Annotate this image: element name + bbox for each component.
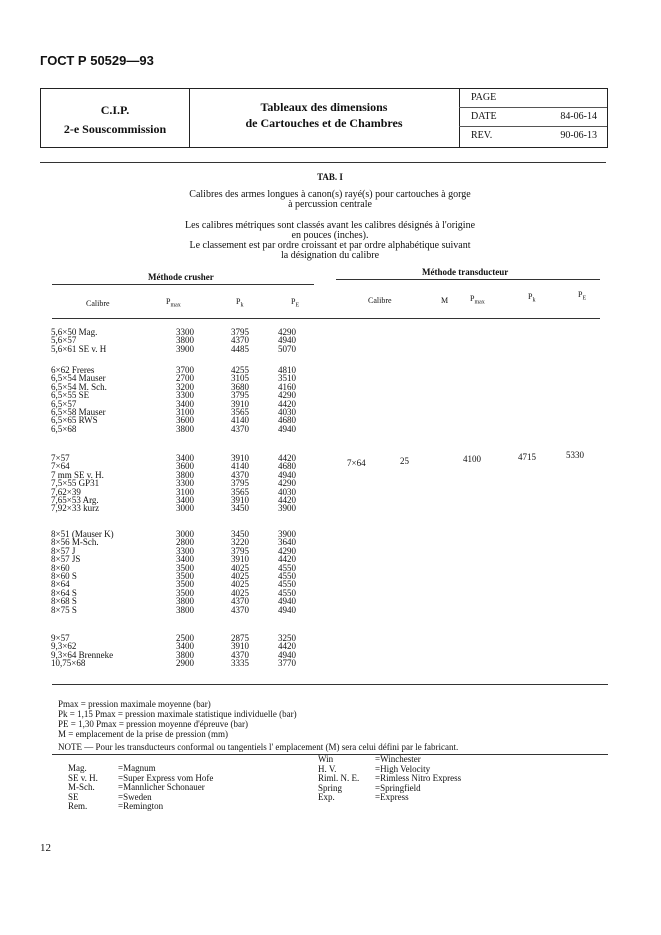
col-symbol: P — [236, 297, 241, 306]
abbreviation: Mag. — [68, 763, 87, 773]
pe-cell: 4680 — [278, 461, 296, 472]
trans-col-pk — [528, 292, 535, 304]
intro-line: en pouces (inches). — [291, 230, 369, 241]
calibre-cell: 9,3×64 Brenneke — [51, 649, 114, 660]
pe-cell: 4940 — [278, 604, 296, 615]
abbreviation: H. V. — [318, 763, 337, 774]
trans-col-calibre: Calibre — [368, 296, 392, 305]
pe-cell: 4940 — [278, 596, 296, 607]
pe-cell: 4290 — [278, 327, 296, 337]
pe-cell: 4030 — [278, 486, 296, 497]
intro-line: Les calibres métriques sont classés avant les calibres désignés à l'origine — [184, 220, 476, 231]
pmax-cell: 2500 — [176, 633, 194, 643]
page-number: 12 — [40, 842, 51, 854]
pmax-cell: 2900 — [176, 658, 194, 669]
pk-cell: 4025 — [231, 562, 249, 573]
calibre-cell: 6,5×54 Mauser — [51, 373, 106, 384]
pmax-cell: 3300 — [176, 545, 194, 556]
crusher-col-pmax — [166, 297, 181, 309]
pk-cell: 3680 — [231, 381, 249, 392]
pmax-cell: 3900 — [176, 343, 194, 354]
col-symbol: P — [578, 290, 583, 299]
abbreviation-meaning: =Winchester — [375, 754, 421, 764]
definition-m: M = emplacement de la prise de pression (mm) — [58, 729, 229, 739]
abbreviation-meaning: =Express — [375, 792, 409, 802]
crusher-section-title: Méthode crusher — [148, 272, 214, 282]
pmax-cell: 3800 — [176, 649, 194, 660]
col-subscript: E — [582, 295, 587, 302]
abbreviation-meaning: =Super Express vom Hofe — [118, 772, 214, 783]
abbreviation: SE v. H. — [68, 772, 98, 783]
calibre-cell: 5,6×50 Mag. — [51, 327, 98, 337]
abbreviation: Spring — [318, 782, 343, 793]
col-symbol: P — [166, 297, 171, 306]
meta-date-row — [459, 108, 607, 127]
pe-cell: 4940 — [278, 423, 296, 434]
definition-pk: Pk = 1,15 Pmax = pression maximale statistique individuelle (bar) — [58, 709, 297, 719]
pmax-cell: 3000 — [176, 529, 194, 539]
pe-cell: 4420 — [278, 641, 296, 652]
pk-cell: 4025 — [231, 571, 249, 581]
pk-cell: 3795 — [231, 327, 249, 337]
pk-cell: 4715 — [518, 452, 536, 462]
abbreviation-meaning: =Mannlicher Schonauer — [118, 782, 205, 792]
calibre-cell: 6,5×65 RWS — [51, 415, 98, 426]
pk-cell: 3220 — [231, 537, 249, 548]
calibre-cell: 8×57 J — [51, 545, 76, 556]
pk-cell: 3450 — [231, 529, 249, 539]
calibre-cell: 9,3×62 — [51, 641, 77, 652]
calibre-cell: 7,65×53 Arg. — [51, 495, 99, 505]
pe-cell: 5070 — [278, 343, 296, 354]
pk-cell: 3795 — [231, 478, 249, 489]
calibre-cell: 7,92×33 kurz — [51, 503, 100, 514]
header-meta — [459, 89, 607, 147]
calibre-cell: 6×62 Freres — [51, 365, 95, 375]
abbreviation-meaning: =High Velocity — [375, 763, 431, 774]
calibre-cell: 6,5×68 — [51, 423, 77, 434]
table-label: TAB. I — [317, 172, 343, 182]
pe-cell: 4680 — [278, 415, 296, 426]
definition-pe: PE = 1,30 Pmax = pression moyenne d'épreuve (bar) — [58, 719, 248, 729]
abbreviation: Exp. — [318, 792, 335, 802]
pmax-cell: 2800 — [176, 537, 194, 548]
pe-cell: 5330 — [566, 450, 584, 460]
pe-cell: 4550 — [278, 579, 296, 590]
col-symbol: P — [470, 294, 475, 303]
calibre-cell: 10,75×68 — [51, 658, 86, 669]
intro-line: la désignation du calibre — [280, 250, 380, 261]
pk-cell: 4370 — [231, 469, 249, 480]
pk-cell: 3910 — [231, 641, 249, 652]
col-subscript: max — [474, 299, 485, 306]
pe-cell: 4290 — [278, 545, 296, 556]
pmax-cell: 3400 — [176, 641, 194, 652]
calibre-cell: 8×64 — [51, 579, 70, 590]
pmax-cell: 3300 — [176, 478, 194, 489]
pk-cell: 3910 — [231, 453, 249, 463]
crusher-rule — [52, 284, 314, 285]
calibre-cell: 8×57 JS — [51, 554, 81, 565]
pe-cell: 4940 — [278, 335, 296, 346]
pe-cell: 4940 — [278, 649, 296, 660]
calibre-cell: 7,62×39 — [51, 486, 81, 497]
pmax-cell: 3500 — [176, 587, 194, 598]
calibre-cell: 7×64 — [51, 461, 70, 472]
pmax-cell: 3500 — [176, 571, 194, 581]
trans-col-m: M — [441, 296, 449, 305]
pe-cell: 4030 — [278, 407, 296, 417]
header-organisation — [41, 101, 189, 139]
pe-cell: 3510 — [278, 373, 296, 384]
rev-value: 90-06-13 — [560, 130, 597, 141]
abbreviation: SE — [68, 791, 79, 802]
pk-cell: 3565 — [231, 486, 249, 497]
pe-cell: 3250 — [278, 633, 296, 643]
abbreviation-meaning: =Springfield — [375, 782, 421, 793]
pk-cell: 3910 — [231, 495, 249, 505]
pe-cell: 4420 — [278, 495, 296, 505]
col-subscript: max — [170, 302, 181, 309]
calibre-cell: 8×60 — [51, 562, 70, 573]
pk-cell: 3450 — [231, 503, 249, 514]
pmax-cell: 3200 — [176, 381, 194, 392]
pe-cell: 4160 — [278, 381, 296, 392]
pmax-cell: 3400 — [176, 554, 194, 565]
pmax-cell: 3600 — [176, 415, 194, 426]
pk-cell: 4140 — [231, 415, 249, 426]
pmax-cell: 3800 — [176, 596, 194, 607]
pmax-cell: 3800 — [176, 423, 194, 434]
pe-cell: 3640 — [278, 537, 296, 548]
rev-label: REV. — [471, 130, 493, 141]
pmax-cell: 3800 — [176, 469, 194, 480]
pe-cell: 4290 — [278, 478, 296, 489]
org-subcommission: 2-e Souscommission — [63, 122, 167, 136]
legend-rule — [52, 684, 608, 685]
trans-col-pmax — [470, 294, 485, 306]
pk-cell: 3565 — [231, 407, 249, 417]
abbreviation: Rem. — [68, 801, 88, 811]
calibre-cell: 5,6×57 — [51, 335, 77, 346]
pk-cell: 4370 — [231, 604, 249, 615]
pmax-cell: 3600 — [176, 461, 194, 472]
pk-cell: 4370 — [231, 335, 249, 346]
col-subscript: k — [240, 302, 244, 309]
pmax-cell: 3500 — [176, 579, 194, 590]
intro-line: à percussion centrale — [288, 199, 372, 210]
abbreviation-meaning: =Remington — [118, 801, 164, 811]
crusher-col-calibre: Calibre — [86, 299, 110, 308]
pmax-cell: 3400 — [176, 398, 194, 409]
calibre-cell: 7×57 — [51, 453, 70, 463]
pe-cell: 3900 — [278, 503, 296, 514]
calibre-cell: 8×68 S — [51, 596, 77, 607]
pe-cell: 4550 — [278, 587, 296, 598]
document-id: ГОСТ Р 50529—93 — [40, 53, 154, 68]
pmax-cell: 3100 — [176, 407, 194, 417]
title-line-2: de Cartouches et de Chambres — [245, 116, 403, 130]
calibre-cell: 8×51 (Mauser K) — [51, 529, 114, 539]
pmax-cell: 3100 — [176, 486, 194, 497]
pmax-cell: 3800 — [176, 604, 194, 615]
m-cell: 25 — [400, 456, 409, 466]
abbreviation-meaning: =Sweden — [118, 791, 152, 802]
pk-cell: 3910 — [231, 554, 249, 565]
pe-cell: 4810 — [278, 365, 296, 375]
calibre-cell: 8×75 S — [51, 604, 77, 615]
org-name: C.I.P. — [100, 103, 130, 117]
pe-cell: 4290 — [278, 390, 296, 401]
pk-cell: 4370 — [231, 596, 249, 607]
pk-cell: 4255 — [231, 365, 249, 375]
calibre-cell: 8×56 M-Sch. — [51, 537, 99, 548]
abbreviation-meaning: =Rimless Nitro Express — [375, 773, 462, 783]
abbreviation: Riml. N. E. — [318, 773, 360, 783]
pk-cell: 3910 — [231, 398, 249, 409]
pk-cell: 3795 — [231, 545, 249, 556]
col-subscript: E — [295, 302, 300, 309]
pe-cell: 4940 — [278, 469, 296, 480]
col-symbol: P — [528, 292, 533, 301]
transducteur-rule — [336, 279, 600, 280]
pk-cell: 2875 — [231, 633, 249, 643]
crusher-col-pe — [291, 297, 299, 309]
calibre-cell: 7×64 — [347, 458, 366, 468]
trans-col-pe — [578, 290, 586, 302]
pmax-cell: 3400 — [176, 495, 194, 505]
section-rule — [40, 162, 606, 163]
title-line-1: Tableaux des dimensions — [260, 100, 388, 114]
date-label: DATE — [471, 111, 497, 122]
pmax-cell: 3400 — [176, 453, 194, 463]
pk-cell: 4370 — [231, 423, 249, 434]
abbreviation-meaning: =Magnum — [118, 763, 156, 773]
pe-cell: 4550 — [278, 571, 296, 581]
pk-cell: 4140 — [231, 461, 249, 472]
calibre-cell: 6,5×55 SE — [51, 390, 90, 401]
table-header-rule — [52, 318, 600, 319]
crusher-col-pk — [236, 297, 243, 309]
meta-page-row — [459, 89, 607, 108]
intro-line: Le classement est par ordre croissant et par ordre alphabétique suivant — [189, 240, 471, 251]
pe-cell: 3900 — [278, 529, 296, 539]
page-label: PAGE — [471, 92, 497, 103]
calibre-cell: 5,6×61 SE v. H — [51, 343, 107, 354]
calibre-cell: 8×64 S — [51, 587, 77, 598]
col-symbol: P — [291, 297, 296, 306]
pmax-cell: 3500 — [176, 562, 194, 573]
pk-cell: 3795 — [231, 390, 249, 401]
pmax-cell: 3800 — [176, 335, 194, 346]
pe-cell: 4420 — [278, 453, 296, 463]
abbreviation: M-Sch. — [68, 782, 95, 792]
calibre-cell: 8×60 S — [51, 571, 77, 581]
pmax-cell: 3300 — [176, 327, 194, 337]
pmax-cell: 3000 — [176, 503, 194, 514]
transducteur-section-title: Méthode transducteur — [422, 267, 509, 277]
pk-cell: 4485 — [231, 343, 249, 354]
pk-cell: 3335 — [231, 658, 249, 669]
calibre-cell: 6,5×57 — [51, 398, 77, 409]
abbreviation: Win — [318, 754, 334, 764]
col-subscript: k — [532, 297, 536, 304]
pmax-cell: 3700 — [176, 365, 194, 375]
pe-cell: 4420 — [278, 398, 296, 409]
pe-cell: 4550 — [278, 562, 296, 573]
calibre-cell: 9×57 — [51, 633, 70, 643]
pmax-cell: 2700 — [176, 373, 194, 384]
calibre-cell: 7 mm SE v. H. — [51, 469, 104, 480]
pmax-cell: 3300 — [176, 390, 194, 401]
calibre-cell: 6,5×58 Mauser — [51, 407, 106, 417]
legend-note: NOTE — Pour les transducteurs conformal ou tangentiels l' emplacement (M) sera celui défini par le fabricant. — [58, 742, 459, 752]
pk-cell: 3105 — [231, 373, 249, 384]
pmax-cell: 4100 — [463, 454, 481, 464]
pk-cell: 4025 — [231, 579, 249, 590]
intro-line: Calibres des armes longues à canon(s) rayé(s) pour cartouches à gorge — [189, 189, 471, 200]
date-value: 84-06-14 — [560, 111, 597, 122]
definition-pmax: Pmax = pression maximale moyenne (bar) — [58, 699, 211, 709]
pe-cell: 4420 — [278, 554, 296, 565]
pk-cell: 4370 — [231, 649, 249, 660]
header-title — [189, 99, 459, 131]
meta-rev-row — [459, 127, 607, 146]
header-box — [40, 88, 608, 148]
calibre-cell: 6,5×54 M. Sch. — [51, 381, 107, 392]
calibre-cell: 7,5×55 GP31 — [51, 478, 100, 489]
pe-cell: 3770 — [278, 658, 296, 669]
pk-cell: 4025 — [231, 587, 249, 598]
